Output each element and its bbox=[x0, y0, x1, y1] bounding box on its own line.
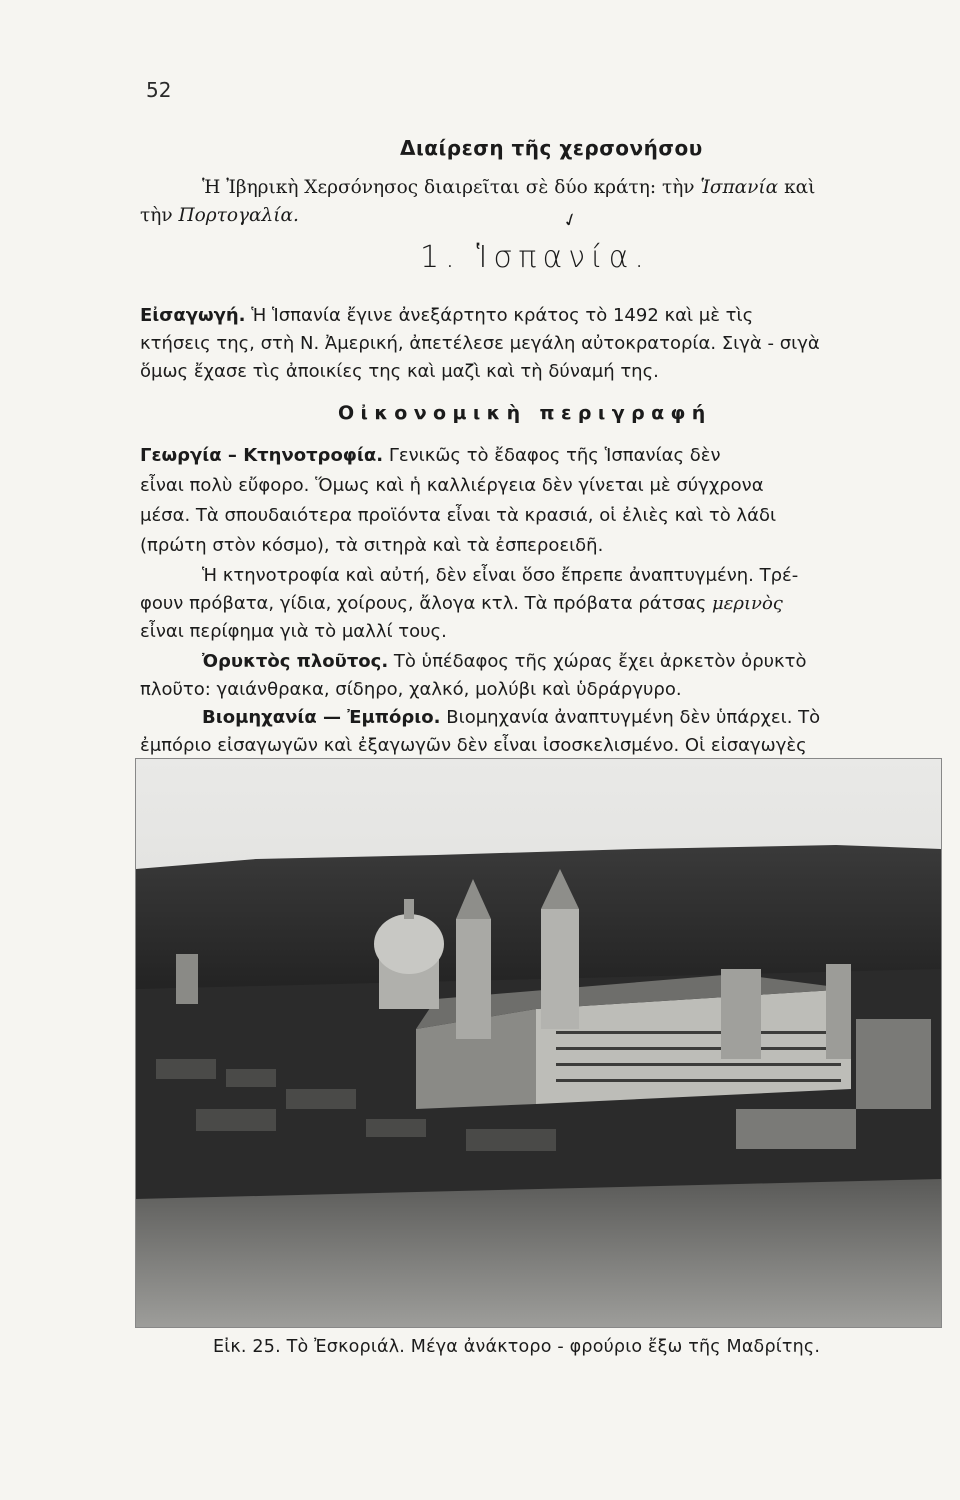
intro-and: καὶ bbox=[784, 177, 816, 198]
georgia-line-1 bbox=[140, 442, 940, 470]
oryktos-line-1 bbox=[140, 648, 940, 676]
georgia-line-2: εἶναι πολὺ εὔφορο. Ὅμως καὶ ἡ καλλιέργεια δὲν γίνεται μὲ σύγχρονα bbox=[140, 475, 764, 496]
viom-line-2: ἐμπόριο εἰσαγωγῶν καὶ ἐξαγωγῶν δὲν εἶναι ἰσοσκελισμένο. Οἱ εἰσαγωγὲς bbox=[140, 735, 807, 756]
oryktos-line-2: πλοῦτο: γαιάνθρακα, σίδηρο, χαλκό, μολύβι καὶ ὑδράργυρο. bbox=[140, 679, 682, 700]
escorial-illustration bbox=[136, 759, 941, 1327]
viom-line-1 bbox=[140, 704, 940, 732]
economy-subheading: Οἰκονομικὴ περιγραφή bbox=[338, 402, 712, 424]
eisagogi-line-1 bbox=[140, 302, 940, 330]
country-title: 1. Ἱσπανία. bbox=[420, 240, 650, 275]
georgia-label: Γεωργία – Κτηνοτροφία. bbox=[140, 445, 384, 466]
intro-text: Ἡ Ἰβηρικὴ Χερσόνησος διαιρεῖται σὲ δύο κράτη: τὴν bbox=[202, 177, 695, 198]
intro-line-2 bbox=[140, 202, 940, 230]
ktino-text-2: φουν πρόβατα, γίδια, χοίρους, ἄλογα κτλ. Τὰ πρόβατα ράτσας bbox=[140, 593, 707, 614]
georgia-line-4: (πρώτη στὸν κόσμο), τὰ σιτηρὰ καὶ τὰ ἐσπεροειδῆ. bbox=[140, 535, 604, 556]
section-heading: Διαίρεση τῆς χερσονήσου bbox=[400, 136, 703, 160]
ktino-line-3: εἶναι περίφημα γιὰ τὸ μαλλί τους. bbox=[140, 621, 447, 642]
figure-caption: Εἰκ. 25. Τὸ Ἐσκοριάλ. Μέγα ἀνάκτορο - φρούριο ἔξω τῆς Μαδρίτης. bbox=[213, 1337, 821, 1357]
eisagogi-line-2: κτήσεις της, στὴ Ν. Ἀμερική, ἀπετέλεσε μεγάλη αὐτοκρατορία. Σιγὰ - σιγὰ bbox=[140, 333, 820, 354]
eisagogi-line-3: ὅμως ἔχασε τὶς ἀποικίες της καὶ μαζὶ καὶ τὴ δύναμή της. bbox=[140, 361, 659, 382]
eisagogi-text-1: Ἡ Ἱσπανία ἔγινε ἀνεξάρτητο κράτος τὸ 1492 καὶ μὲ τὶς bbox=[251, 305, 754, 326]
ktino-merino: μερινὸς bbox=[712, 593, 783, 614]
intro-spain: Ἱσπανία bbox=[700, 177, 779, 198]
ktino-line-1: Ἡ κτηνοτροφία καὶ αὐτή, δὲν εἶναι ὅσο ἔπρεπε ἀναπτυγμένη. Τρέ- bbox=[202, 565, 799, 586]
escorial-photo bbox=[135, 758, 942, 1328]
check-mark: ✓ bbox=[559, 208, 582, 233]
viom-text-1: Βιομηχανία ἀναπτυγμένη δὲν ὑπάρχει. Τὸ bbox=[446, 707, 821, 728]
georgia-line-3: μέσα. Τὰ σπουδαιότερα προϊόντα εἶναι τὰ κρασιά, οἱ ἐλιὲς καὶ τὸ λάδι bbox=[140, 505, 777, 526]
intro-line-1 bbox=[140, 174, 940, 202]
oryktos-label: Ὀρυκτὸς πλοῦτος. bbox=[202, 651, 389, 672]
oryktos-text-1: Τὸ ὑπέδαφος τῆς χώρας ἔχει ἀρκετὸν ὀρυκτὸ bbox=[393, 651, 807, 672]
viom-label: Βιομηχανία — Ἐμπόριο. bbox=[202, 707, 441, 728]
ktino-line-2 bbox=[140, 590, 940, 618]
intro-portugal: Πορτογαλία. bbox=[178, 205, 299, 226]
page-number: 52 bbox=[146, 78, 172, 102]
georgia-text-1: Γενικῶς τὸ ἔδαφος τῆς Ἱσπανίας δὲν bbox=[388, 445, 721, 466]
intro-the: τὴν bbox=[140, 205, 173, 226]
eisagogi-label: Εἰσαγωγή. bbox=[140, 305, 246, 326]
